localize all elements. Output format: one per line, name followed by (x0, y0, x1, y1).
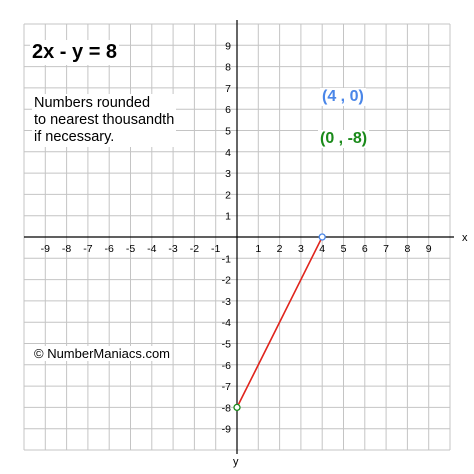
x-tick-label: 1 (255, 243, 262, 255)
axes (24, 20, 454, 454)
y-tick-label: 6 (225, 104, 231, 117)
rounding-note (32, 94, 176, 147)
rounding-note-line-1: Numbers rounded (34, 95, 151, 111)
y-tick-label: 4 (225, 146, 231, 159)
x-tick-label: 3 (297, 243, 304, 255)
x-tick-label: -1 (211, 243, 221, 255)
y-tick-label: 3 (225, 168, 231, 181)
y-tick-label: -9 (221, 423, 231, 436)
x-tick-label: -9 (40, 243, 50, 255)
y-tick-label: 1 (225, 210, 231, 223)
x-tick-label: -7 (83, 243, 93, 255)
x-tick-label: 9 (425, 243, 432, 255)
x-axis-label: x (462, 232, 468, 244)
x-tick-label: -6 (104, 243, 114, 255)
y-tick-label: -6 (221, 359, 231, 372)
x-tick-label: -3 (168, 243, 178, 255)
y-tick-label: 8 (225, 61, 231, 74)
y-tick-label: 2 (225, 189, 231, 202)
y-tick-label: -3 (221, 295, 231, 308)
x-tick-label: 7 (383, 243, 390, 255)
point-label-x-intercept: (4 , 0) (322, 88, 364, 105)
y-tick-label: -8 (221, 402, 231, 415)
y-tick-label: -1 (221, 253, 231, 266)
y-intercept-point (234, 404, 240, 410)
x-tick-label: 8 (404, 243, 411, 255)
y-tick-label: 9 (225, 40, 231, 53)
point-label-y-intercept: (0 , -8) (320, 130, 368, 147)
x-tick-label: -2 (189, 243, 200, 255)
y-axis-label: y (233, 456, 239, 468)
x-tick-label: -4 (147, 243, 157, 255)
y-tick-label: 5 (225, 125, 231, 138)
copyright-text: © NumberManiacs.com (34, 346, 171, 361)
x-tick-label: 2 (276, 243, 283, 255)
x-tick-label: 4 (319, 243, 326, 255)
equation-title: 2x - y = 8 (32, 41, 118, 63)
y-tick-label: 7 (225, 82, 231, 95)
y-tick-label: -5 (221, 338, 231, 351)
x-intercept-point (319, 234, 325, 240)
x-tick-label: 5 (340, 243, 347, 255)
x-tick-label: -8 (61, 243, 72, 255)
y-tick-label: -2 (221, 274, 231, 287)
rounding-note-line-3: if necessary. (34, 129, 115, 145)
y-tick-label: -7 (221, 381, 231, 394)
y-tick-label: -4 (221, 317, 231, 330)
x-tick-label: -5 (125, 243, 136, 255)
rounding-note-line-2: to nearest thousandth (34, 112, 175, 128)
x-tick-label: 6 (361, 243, 368, 255)
